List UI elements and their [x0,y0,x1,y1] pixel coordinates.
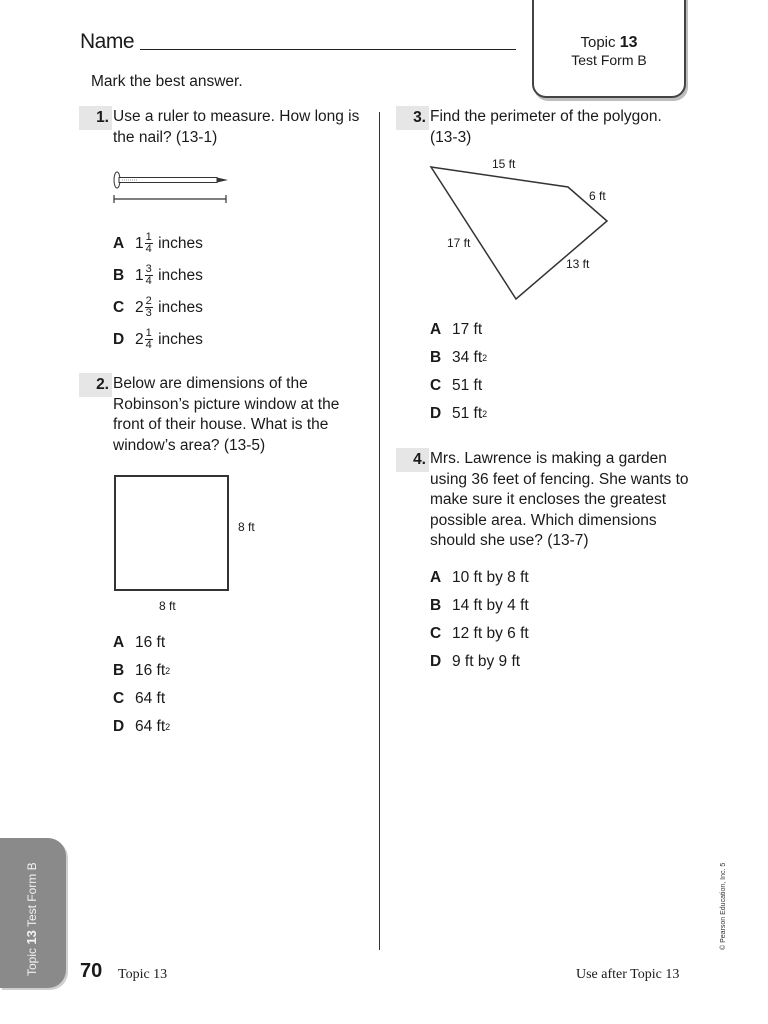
polygon-figure [420,155,620,305]
option-value: 51 ft [452,377,483,394]
option-letter: B [430,597,442,614]
option-value: 64 ft [135,690,166,707]
question-text: Find the perimeter of the polygon. (13-3) [430,108,662,146]
test-form-label: Test Form B [571,52,647,68]
answer-option[interactable] [113,718,170,736]
footer-topic: Topic 13 [118,967,168,982]
side-tab-suffix: Test Form B [25,862,39,928]
answer-option[interactable] [113,264,203,287]
name-line [140,49,516,50]
answer-option[interactable] [430,377,482,395]
option-value: 17 ft [452,321,483,338]
fraction-denominator: 4 [145,339,152,351]
option-letter: D [430,405,442,422]
bottom-dimension-label: 8 ft [159,599,176,613]
fraction-denominator: 3 [145,307,152,319]
topic-number: 13 [619,34,638,51]
answer-option[interactable] [430,569,529,587]
answer-option[interactable] [430,653,520,671]
option-letter: A [430,321,442,338]
question-number: 2. [79,373,112,397]
answer-option[interactable] [113,232,203,255]
option-value: 12 ft by 6 ft [452,625,529,642]
answer-option[interactable] [430,349,487,367]
question-text: Use a ruler to measure. How long is the nail? (13-1) [113,108,360,146]
fraction [145,328,153,351]
fraction [145,296,153,319]
answer-option[interactable] [430,405,487,423]
side-tab-prefix: Topic [25,947,39,976]
fraction-numerator: 3 [145,263,152,275]
nail-icon [114,172,228,188]
fraction-denominator: 4 [145,275,152,287]
side-tab-label [24,862,39,976]
option-value: 16 ft [135,634,166,651]
answer-option[interactable] [113,690,165,708]
side-tab [0,838,66,988]
option-letter: D [430,653,442,670]
option-value: 64 ft [135,718,166,735]
topic-heading [534,34,684,52]
name-label: Name [80,30,135,53]
answer-option[interactable] [113,328,203,351]
option-exponent: 2 [482,409,488,419]
fraction-numerator: 1 [145,327,152,339]
option-unit: inches [158,234,203,252]
option-value: 14 ft by 4 ft [452,597,529,614]
top-side-label: 15 ft [492,157,516,171]
option-value: 51 ft [452,405,483,422]
fraction-numerator: 1 [145,231,152,243]
option-value: 16 ft [135,662,166,679]
option-letter: D [113,718,125,735]
bottom-right-side-label: 13 ft [566,257,590,271]
option-letter: C [430,625,442,642]
option-exponent: 2 [165,722,171,732]
option-whole: 1 [135,234,144,252]
fraction-numerator: 2 [145,295,152,307]
left-side-label: 17 ft [447,236,471,250]
option-whole: 2 [135,330,144,348]
option-letter: C [113,298,125,316]
option-letter: A [113,234,125,252]
question-text: Below are dimensions of the Robinson’s picture window at the front of their house. What is the window’s area? (13-5) [113,375,340,454]
option-whole: 2 [135,298,144,316]
square-window-shape [115,476,228,590]
option-letter: D [113,330,125,348]
option-letter: B [113,662,125,679]
copyright-notice: © Pearson Education, Inc. 5 [720,862,727,950]
fraction-denominator: 4 [145,243,152,255]
side-tab-number: 13 [24,930,39,945]
option-unit: inches [158,266,203,284]
option-value: 9 ft by 9 ft [452,653,521,670]
option-exponent: 2 [482,353,488,363]
option-whole: 1 [135,266,144,284]
option-letter: B [113,266,125,284]
option-unit: inches [158,298,203,316]
nail-figure [108,166,238,208]
fraction [145,232,153,255]
footer-usage-note: Use after Topic 13 [576,967,680,982]
option-value: 34 ft [452,349,483,366]
window-figure [108,468,268,618]
question-number: 4. [396,448,429,472]
option-value: 10 ft by 8 ft [452,569,529,586]
page-number: 70 [80,960,103,982]
question-number: 1. [79,106,112,130]
topic-box [532,0,686,98]
option-exponent: 2 [165,666,171,676]
instructions: Mark the best answer. [91,73,243,90]
option-letter: A [430,569,442,586]
answer-option[interactable] [430,321,482,339]
quadrilateral-shape [431,167,607,299]
option-letter: C [113,690,125,707]
answer-option[interactable] [113,634,165,652]
option-letter: B [430,349,442,366]
question-number: 3. [396,106,429,130]
answer-option[interactable] [113,662,170,680]
option-letter: C [430,377,442,394]
answer-option[interactable] [113,296,203,319]
answer-option[interactable] [430,625,529,643]
side-dimension-label: 8 ft [238,520,255,534]
option-letter: A [113,634,125,651]
right-side-label: 6 ft [589,189,606,203]
measure-line [114,195,226,203]
fraction [145,264,153,287]
option-unit: inches [158,330,203,348]
column-divider [379,112,380,950]
question-text: Mrs. Lawrence is making a garden using 36 feet of fencing. She wants to make sure it encloses the greatest possible area. Which dimensions should she use? (13-7) [430,450,689,549]
answer-option[interactable] [430,597,529,615]
topic-prefix: Topic [580,34,616,51]
